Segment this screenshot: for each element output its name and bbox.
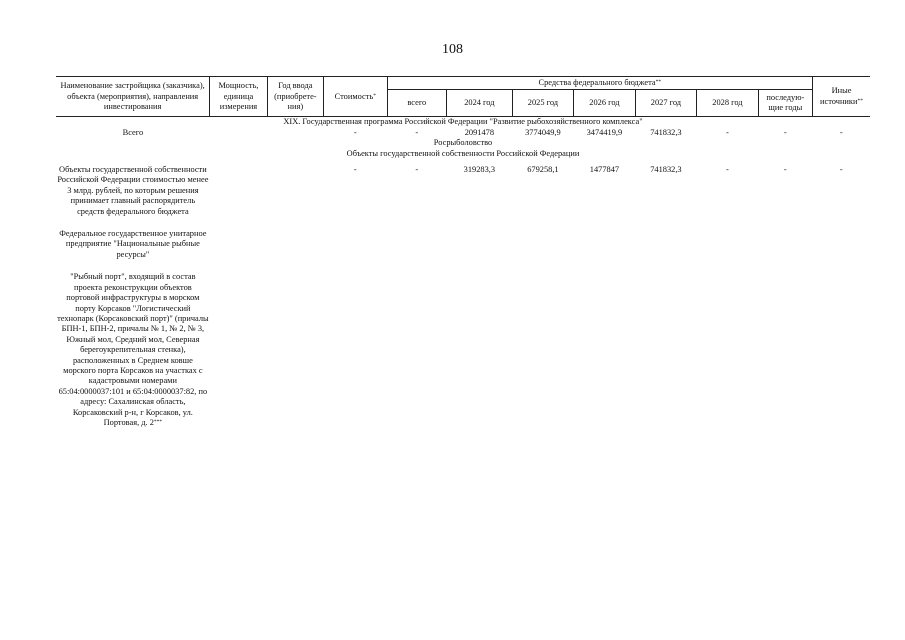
cell-cost: - <box>353 165 357 175</box>
header-2026: 2026 год <box>574 90 636 117</box>
cell-later: - <box>783 127 787 137</box>
cell-2026: 1477847 <box>589 165 620 175</box>
cell-other: - <box>839 127 843 137</box>
header-total: всего <box>387 90 446 117</box>
section-objects-title: Объекты государственной собственности Российской Федерации <box>346 148 580 158</box>
header-row-1 <box>56 77 870 90</box>
budget-table <box>56 76 870 428</box>
cell-2027: 741832,3 <box>650 165 682 175</box>
cell-2024: 319283,3 <box>463 165 496 175</box>
row-name: Объекты государственной собственности Российской Федерации стоимостью менее 3 млрд. рублей, по которым решения принимает главный распорядитель средств федерального бюджета <box>57 165 209 216</box>
cell-2025: 3774049,9 <box>525 127 561 137</box>
table-row-enterprise <box>56 229 870 260</box>
section-objects-row <box>56 149 870 159</box>
cell-other: - <box>839 165 843 175</box>
header-name: Наименование застройщика (заказчика), объекта (мероприятия), направления инвестирования <box>56 77 210 117</box>
header-year: Год ввода (приобрете-ния) <box>267 77 323 117</box>
row-name: Федеральное государственное унитарное предприятие "Национальные рыбные ресурсы" <box>59 229 207 259</box>
section-program-title: XIX. Государственная программа Российской Федерации "Развитие рыбохозяйственного комплекса" <box>283 117 643 127</box>
cell-2028: - <box>726 165 729 175</box>
header-capacity: Мощность, единица измерения <box>210 77 267 117</box>
cell-later: - <box>783 165 787 175</box>
cell-2025: 679258,1 <box>527 165 559 175</box>
cell-cost: - <box>353 127 357 137</box>
header-2028: 2028 год <box>697 90 759 117</box>
header-federal-budget: Средства федерального бюджета** <box>387 77 812 90</box>
section-program-row <box>56 117 870 128</box>
header-2025: 2025 год <box>512 90 574 117</box>
section-agency-row <box>56 138 870 148</box>
header-2027: 2027 год <box>635 90 697 117</box>
header-later-years: последую-щие годы <box>758 90 812 117</box>
cell-2027: 741832,3 <box>650 127 682 137</box>
header-other-sources: Иные источники** <box>813 77 871 117</box>
header-2024: 2024 год <box>447 90 513 117</box>
cell-total: - <box>415 165 419 175</box>
page-number: 108 <box>442 42 463 57</box>
table-row-total <box>56 128 870 138</box>
cell-2028: - <box>726 127 729 137</box>
section-agency-title: Росрыболовство <box>433 138 493 148</box>
cell-2024: 2091478 <box>464 127 494 137</box>
row-name: "Рыбный порт", входящий в состав проекта реконструкции объектов портовой инфраструктуры в морском порту Корсаков "Логистический технопарк (Корсаковский порт)" (причалы БПН-1, БПН-2, причалы № 1, № 2, № 3, Южный мол, Средний мол, Северная берегоукрепительная стенка), расположенных в Среднем ковше морского порта Корсаков на участках с кадастровыми номерами 65:04:0000037:101 и 65:04:0000037:82, по адресу: Сахалинская область, Корсаковский р-н, г Корсаков, ул. Портовая, д. 2*** <box>57 272 209 427</box>
table-row-port <box>56 272 870 428</box>
row-name: Всего <box>122 127 144 137</box>
cell-2026: 3474419,9 <box>586 127 623 137</box>
cell-total: - <box>415 127 419 137</box>
header-cost: Стоимость* <box>324 77 388 117</box>
table-row-objects <box>56 165 870 217</box>
